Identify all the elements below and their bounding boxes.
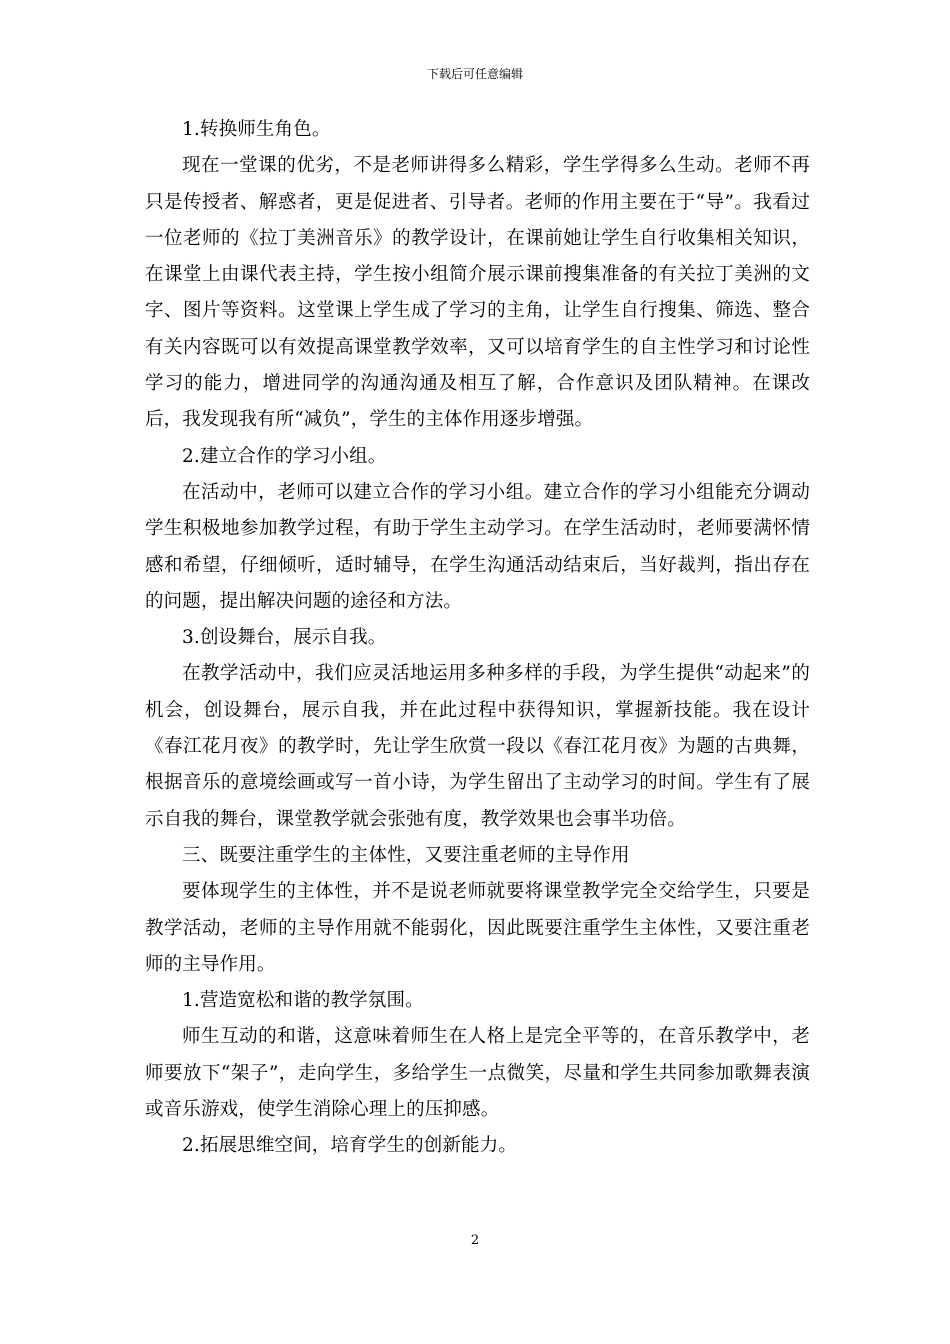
page-header: 下载后可任意编辑 bbox=[426, 67, 523, 81]
paragraph: 要体现学生的主体性，并不是说老师就要将课堂教学完全交给学生，只要是教学活动，老师的主导作用就不能弱化，因此既要注重学生主体性，又要注重老师的主导作用。 bbox=[145, 881, 810, 975]
page-number: 2 bbox=[470, 1233, 480, 1248]
subheading-2: 2.建立合作的学习小组。 bbox=[182, 445, 387, 467]
section-heading: 三、既要注重学生的主体性，又要注重老师的主导作用 bbox=[182, 844, 630, 866]
document-body bbox=[145, 112, 810, 1165]
subheading-2b: 2.拓展思维空间，培育学生的创新能力。 bbox=[182, 1135, 518, 1157]
subheading-1b: 1.营造宽松和谐的教学氛围。 bbox=[182, 990, 424, 1012]
paragraph: 在活动中，老师可以建立合作的学习小组。建立合作的学习小组能充分调动学生积极地参加教学过程，有助于学生主动学习。在学生活动时，老师要满怀情感和希望，仔细倾听，适时辅导，在学生沟通活动结束后，当好裁判，指出存在的问题，提出解决问题的途径和方法。 bbox=[145, 481, 810, 612]
paragraph: 现在一堂课的优劣，不是老师讲得多么精彩，学生学得多么生动。老师不再只是传授者、解惑者，更是促进者、引导者。老师的作用主要在于“导”。我看过一位老师的《拉丁美洲音乐》的教学设计，在课前她让学生自行收集相关知识，在课堂上由课代表主持，学生按小组简介展示课前搜集准备的有关拉丁美洲的文字、图片等资料。这堂课上学生成了学习的主角，让学生自行搜集、筛选、整合有关内容既可以有效提高课堂教学效率，又可以培育学生的自主性学习和讨论性学习的能力，增进同学的沟通沟通及相互了解，合作意识及团队精神。在课改后，我发现我有所“减负”，学生的主体作用逐步增强。 bbox=[145, 155, 810, 431]
paragraph: 在教学活动中，我们应灵活地运用多种多样的手段，为学生提供“动起来”的机会，创设舞台，展示自我，并在此过程中获得知识，掌握新技能。我在设计《春江花月夜》的教学时，先让学生欣赏一段以《春江花月夜》为题的古典舞，根据音乐的意境绘画或写一首小诗，为学生留出了主动学习的时间。学生有了展示自我的舞台，课堂教学就会张弛有度，教学效果也会事半功倍。 bbox=[145, 663, 810, 830]
paragraph: 师生互动的和谐，这意味着师生在人格上是完全平等的，在音乐教学中，老师要放下“架子”，走向学生，多给学生一点微笑，尽量和学生共同参加歌舞表演或音乐游戏，使学生消除心理上的压抑感。 bbox=[145, 1026, 810, 1121]
subheading-1: 1.转换师生角色。 bbox=[182, 119, 331, 140]
subheading-3: 3.创设舞台，展示自我。 bbox=[182, 627, 387, 649]
